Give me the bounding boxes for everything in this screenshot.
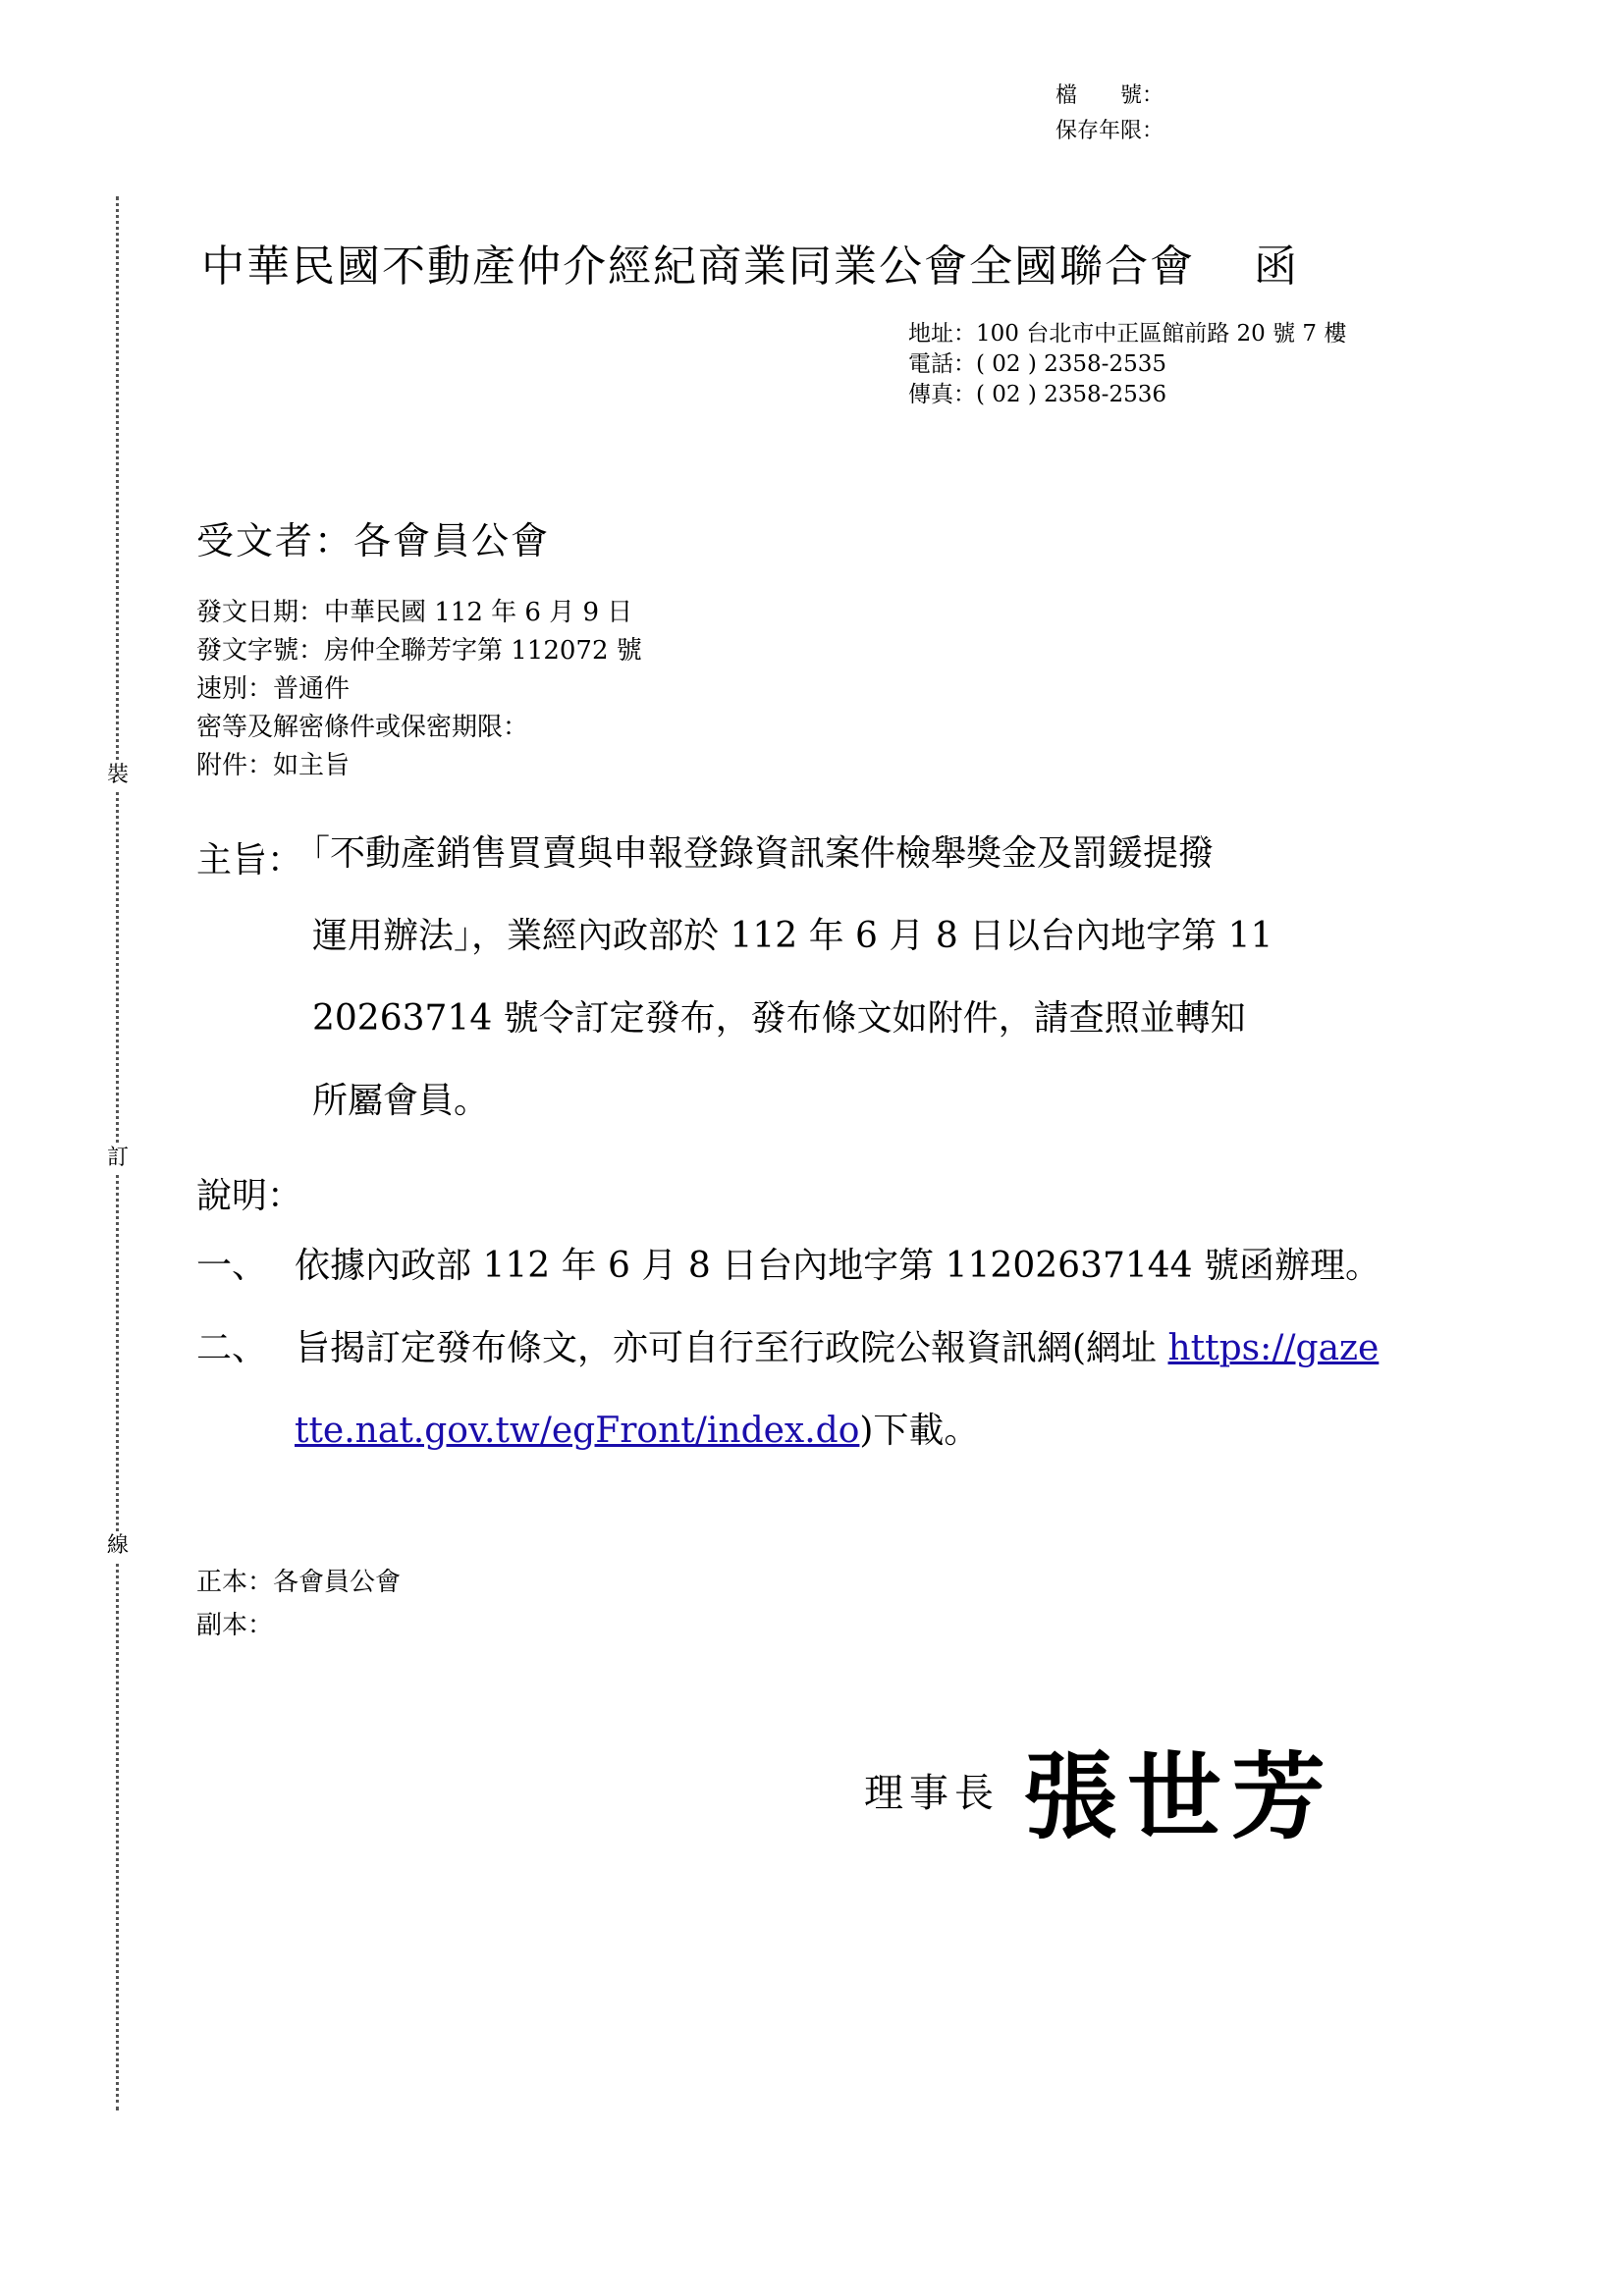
explanation-label: 說明： [196,1176,303,1216]
fax: 傳真：( 02 ) 2358-2536 [908,382,1166,407]
file-number-label: 檔 號： [1056,83,1164,108]
explanation-list [196,1245,1381,1468]
signature-block [864,1723,1335,1857]
subject-line: 「不動產銷售買賣與申報登錄資訊案件檢舉獎金及罰鍰提撥 [295,833,1215,874]
phone: 電話：( 02 ) 2358-2535 [908,351,1166,377]
attachment: 附件：如主旨 [196,751,351,780]
gazette-link-part-2[interactable]: tte.nat.gov.tw/egFront/index.do [295,1411,860,1451]
explanation-item [196,1245,1381,1327]
binding-mark-ding: 訂 [103,1144,133,1173]
item-number: 二、 [196,1328,268,1368]
address: 地址：100 台北市中正區館前路 20 號 7 樓 [908,321,1347,347]
item-text-before-link: 旨揭訂定發布條文，亦可自行至行政院公報資訊網(網址 [295,1328,1168,1368]
retention-period-label: 保存年限： [1056,119,1164,143]
copy-recipients: 副本： [196,1611,274,1640]
subject-line: 20263714 號令訂定發布，發布條文如附件，請查照並轉知 [312,998,1246,1039]
document-meta [196,594,642,785]
binding-mark-xian: 線 [103,1531,133,1561]
organization-title [201,231,1299,294]
organization-name: 中華民國不動產仲介經紀商業同業公會全國聯合會 [201,241,1195,292]
explanation-item-continuation [196,1410,979,1468]
item-number: 一、 [196,1246,268,1286]
binding-mark-zhuang: 裝 [103,761,133,790]
delivery-speed: 速別：普通件 [196,674,351,704]
original-recipients: 正本：各會員公會 [196,1568,402,1597]
item-text-after-link: )下載。 [859,1411,980,1451]
recipient: 受文者：各會員公會 [196,519,551,562]
subject-label: 主旨： [196,840,303,881]
explanation-item [196,1327,1380,1410]
document-number: 發文字號：房仲全聯芳字第 112072 號 [196,636,642,666]
gazette-link-part-1[interactable]: https://gaze [1167,1328,1380,1368]
document-type: 函 [1254,241,1299,292]
signatory-title: 理事長 [864,1771,1000,1816]
signatory-name: 張世芳 [1023,1741,1335,1852]
contact-info [908,319,1346,410]
subject-line: 運用辦法」，業經內政部於 112 年 6 月 8 日以台內地字第 11 [312,916,1273,956]
file-meta [1056,79,1164,149]
item-text [295,1327,1379,1370]
issue-date: 發文日期：中華民國 112 年 6 月 9 日 [196,598,633,627]
distribution [196,1561,401,1647]
subject-body [295,832,1272,1162]
subject-line: 所屬會員。 [312,1081,490,1121]
item-text: 依據內政部 112 年 6 月 8 日台內地字第 11202637144 號函辦理。 [295,1246,1381,1286]
secrecy-level: 密等及解密條件或保密期限： [196,713,529,742]
